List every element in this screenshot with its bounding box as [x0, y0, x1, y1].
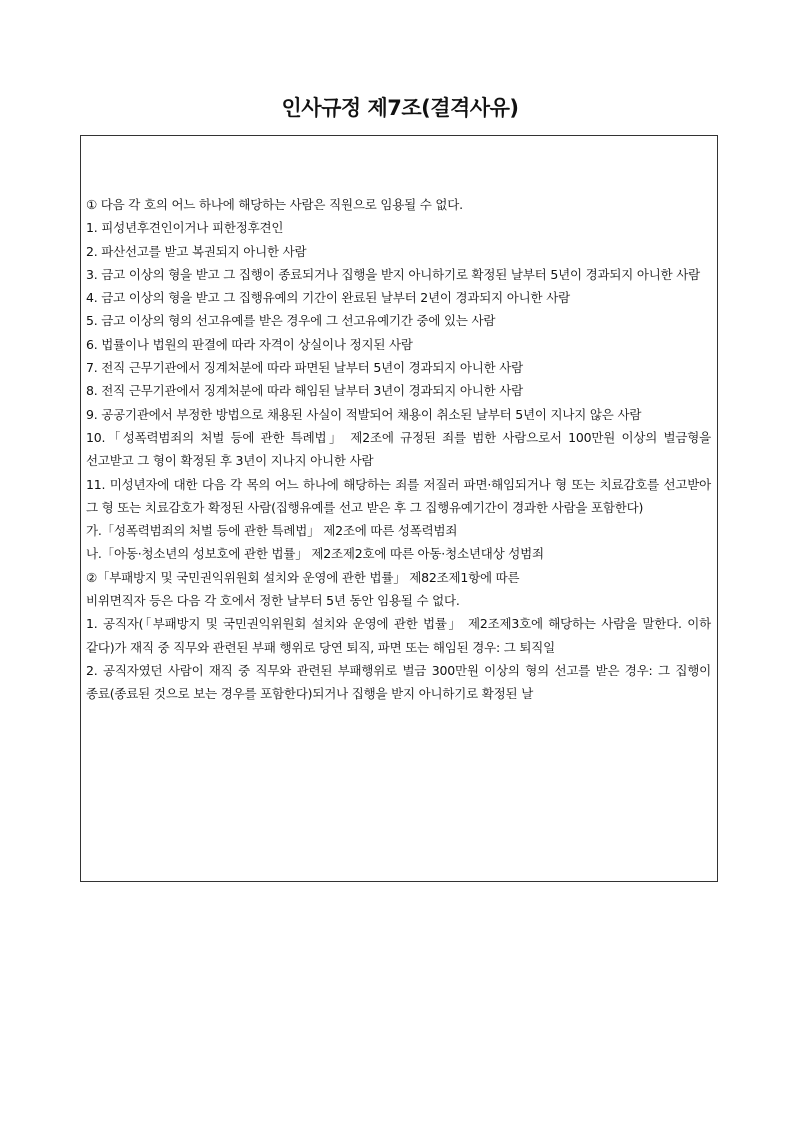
clause-1: ① 다음 각 호의 어느 하나에 해당하는 사람은 직원으로 임용될 수 없다.	[86, 197, 463, 212]
item-11: 11. 미성년자에 대한 다음 각 목의 어느 하나에 해당하는 죄를 저질러 파면·해임되거나 형 또는 치료감호를 선고받아 그 형 또는 치료감호가 확정된 사람(집행유예를 선고 받은 후 그 집행유예기간이 경과한 사람을 포함한다)	[86, 476, 711, 515]
item-9: 9. 공공기관에서 부정한 방법으로 채용된 사실이 적발되어 채용이 취소된 날부터 5년이 지나지 않은 사람	[86, 406, 642, 422]
clause-2: ②「부패방지 및 국민권익위원회 설치와 운영에 관한 법률」 제82조제1항에 따른	[86, 569, 520, 585]
clause-2-item-1: 1. 공직자(「부패방지 및 국민권익위원회 설치와 운영에 관한 법률」 제2조제3호에 해당하는 사람을 말한다. 이하 같다)가 재직 중 직무와 관련된 부패 행위로 당연 퇴직, 파면 또는 해임된 경우: 그 퇴직일	[86, 616, 711, 655]
item-2: 2. 파산선고를 받고 복권되지 아니한 사람	[86, 243, 307, 259]
item-7: 7. 전직 근무기관에서 징계처분에 따라 파면된 날부터 5년이 경과되지 아니한 사람	[86, 360, 524, 376]
item-5: 5. 금고 이상의 형의 선고유예를 받은 경우에 그 선고유예기간 중에 있는 사람	[86, 313, 496, 329]
subitem-na: 나.「아동·청소년의 성보호에 관한 법률」 제2조제2호에 따른 아동·청소년대상 성범죄	[86, 546, 544, 562]
item-6: 6. 법률이나 법원의 판결에 따라 자격이 상실이나 정지된 사람	[86, 336, 413, 352]
item-10: 10.「성폭력범죄의 처벌 등에 관한 특례법」 제2조에 규정된 죄를 범한 사람으로서 100만원 이상의 벌금형을 선고받고 그 형이 확정된 후 3년이 지나지 아니한 사람	[86, 429, 711, 469]
item-8: 8. 전직 근무기관에서 징계처분에 따라 해임된 날부터 3년이 경과되지 아니한 사람	[86, 383, 524, 399]
clause-2-item-2: 2. 공직자였던 사람이 재직 중 직무와 관련된 부패행위로 벌금 300만원 이상의 형의 선고를 받은 경우: 그 집행이 종료(종료된 것으로 보는 경우를 포함한다)되거나 집행을 받지 아니하기로 확정된 날	[86, 662, 711, 702]
clause-2-continued: 비위면직자 등은 다음 각 호에서 정한 날부터 5년 동안 임용될 수 없다.	[86, 593, 460, 609]
item-3: 3. 금고 이상의 형을 받고 그 집행이 종료되거나 집행을 받지 아니하기로 확정된 날부터 5년이 경과되지 아니한 사람	[86, 266, 701, 282]
page-title: 인사규정 제7조(결격사유)	[281, 96, 519, 120]
item-1: 1. 피성년후견인이거나 피한정후견인	[86, 220, 284, 236]
item-4: 4. 금고 이상의 형을 받고 그 집행유예의 기간이 완료된 날부터 2년이 경과되지 아니한 사람	[86, 290, 570, 306]
subitem-ga: 가.「성폭력범죄의 처벌 등에 관한 특례법」 제2조에 따른 성폭력범죄	[86, 523, 458, 539]
content-box	[80, 135, 718, 882]
